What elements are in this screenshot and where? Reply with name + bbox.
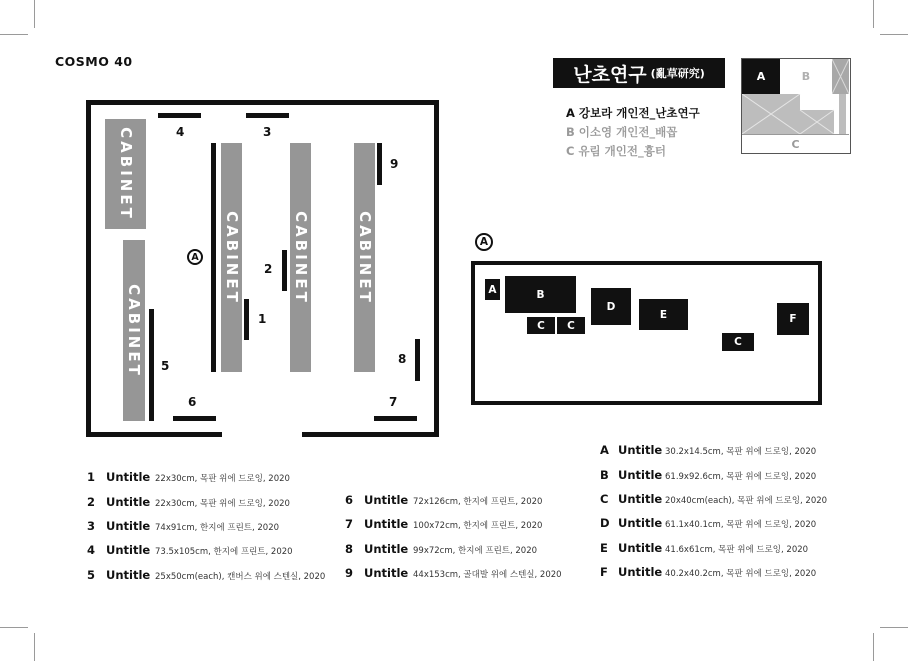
artwork-block-e: E — [639, 299, 688, 330]
artwork-block-f: F — [777, 303, 809, 335]
list-item: 7 Untitle 100x72cm, 한지에 프린트, 2020 — [345, 517, 543, 531]
publication-title: COSMO 40 — [55, 54, 133, 69]
list-item: 3 Untitle 74x91cm, 한지에 프린트, 2020 — [87, 519, 280, 533]
wall-number: 6 — [188, 395, 197, 409]
section-a-wall-layout — [471, 261, 822, 405]
wall-segment-a — [211, 143, 216, 372]
legend-item-c: C 유림 개인전_흉터 — [566, 144, 666, 158]
crop-mark — [34, 0, 35, 28]
wall-number: 4 — [176, 125, 185, 139]
exhibition-title-hanja: (亂草研究) — [650, 67, 705, 80]
artwork-block-c: C — [526, 316, 556, 335]
wall-segment-7 — [374, 416, 417, 421]
crop-mark — [0, 627, 28, 628]
wall-number: 5 — [161, 359, 170, 373]
list-item: 1 Untitle 22x30cm, 목판 위에 드로잉, 2020 — [87, 470, 290, 484]
wall-segment-2 — [282, 250, 287, 291]
section-a-marker: A — [475, 233, 493, 251]
list-item: 5 Untitle 25x50cm(each), 캔버스 위에 스텐실, 2020 — [87, 568, 326, 582]
wall-segment-6 — [173, 416, 216, 421]
entrance-gap — [222, 428, 302, 442]
mini-map-hatch — [832, 59, 849, 94]
mini-map-zone-b-lower — [742, 94, 846, 134]
crop-mark — [880, 627, 908, 628]
artwork-block-d: D — [591, 288, 631, 325]
wall-segment-5 — [149, 309, 154, 421]
crop-mark — [0, 34, 28, 35]
crop-mark — [880, 34, 908, 35]
exhibition-title: 난초연구 — [573, 63, 647, 86]
mini-map-zone-a: A — [742, 59, 780, 94]
artwork-block-c: C — [722, 333, 754, 351]
exhibition-title-box — [553, 58, 725, 88]
wall-segment-4 — [158, 113, 201, 118]
list-item: C Untitle 20x40cm(each), 목판 위에 드로잉, 2020 — [600, 492, 828, 506]
list-item: 4 Untitle 73.5x105cm, 한지에 프린트, 2020 — [87, 543, 293, 557]
list-item: 2 Untitle 22x30cm, 목판 위에 드로잉, 2020 — [87, 495, 290, 509]
wall-segment-1 — [244, 299, 249, 340]
list-item: F Untitle 40.2x40.2cm, 목판 위에 드로잉, 2020 — [600, 565, 817, 579]
list-item: 8 Untitle 99x72cm, 한지에 프린트, 2020 — [345, 542, 538, 556]
wall-number: 1 — [258, 312, 267, 326]
wall-number: 2 — [264, 262, 273, 276]
list-item: B Untitle 61.9x92.6cm, 목판 위에 드로잉, 2020 — [600, 468, 817, 482]
cabinet-1: CABINET — [105, 119, 146, 229]
list-item: A Untitle 30.2x14.5cm, 목판 위에 드로잉, 2020 — [600, 443, 817, 457]
wall-segment-8 — [415, 339, 420, 381]
list-item: 6 Untitle 72x126cm, 한지에 프린트, 2020 — [345, 493, 543, 507]
wall-segment-3 — [246, 113, 289, 118]
list-item: D Untitle 61.1x40.1cm, 목판 위에 드로잉, 2020 — [600, 516, 817, 530]
list-item: E Untitle 41.6x61cm, 목판 위에 드로잉, 2020 — [600, 541, 809, 555]
wall-segment-9 — [377, 143, 382, 185]
mini-map-zone-b: B — [801, 70, 811, 83]
legend-item-a: A 강보라 개인전_난초연구 — [566, 106, 700, 120]
wall-number: 3 — [263, 125, 272, 139]
section-marker-a: A — [187, 249, 203, 265]
list-item: 9 Untitle 44x153cm, 골대발 위에 스텐실, 2020 — [345, 566, 562, 580]
legend-item-b: B 이소영 개인전_배꼽 — [566, 125, 678, 139]
artwork-block-b: B — [505, 276, 576, 313]
crop-mark — [873, 0, 874, 28]
mini-map — [741, 58, 851, 154]
cabinet-2: CABINET — [123, 240, 145, 421]
cabinet-5: CABINET — [354, 143, 375, 372]
wall-number: 9 — [390, 157, 399, 171]
cabinet-3: CABINET — [221, 143, 242, 372]
mini-map-zone-c: C — [742, 134, 849, 153]
artwork-block-c: C — [556, 316, 586, 335]
wall-number: 7 — [389, 395, 398, 409]
crop-mark — [34, 633, 35, 661]
wall-number: 8 — [398, 352, 407, 366]
artwork-block-a: A — [485, 279, 500, 300]
cabinet-4: CABINET — [290, 143, 311, 372]
crop-mark — [873, 633, 874, 661]
